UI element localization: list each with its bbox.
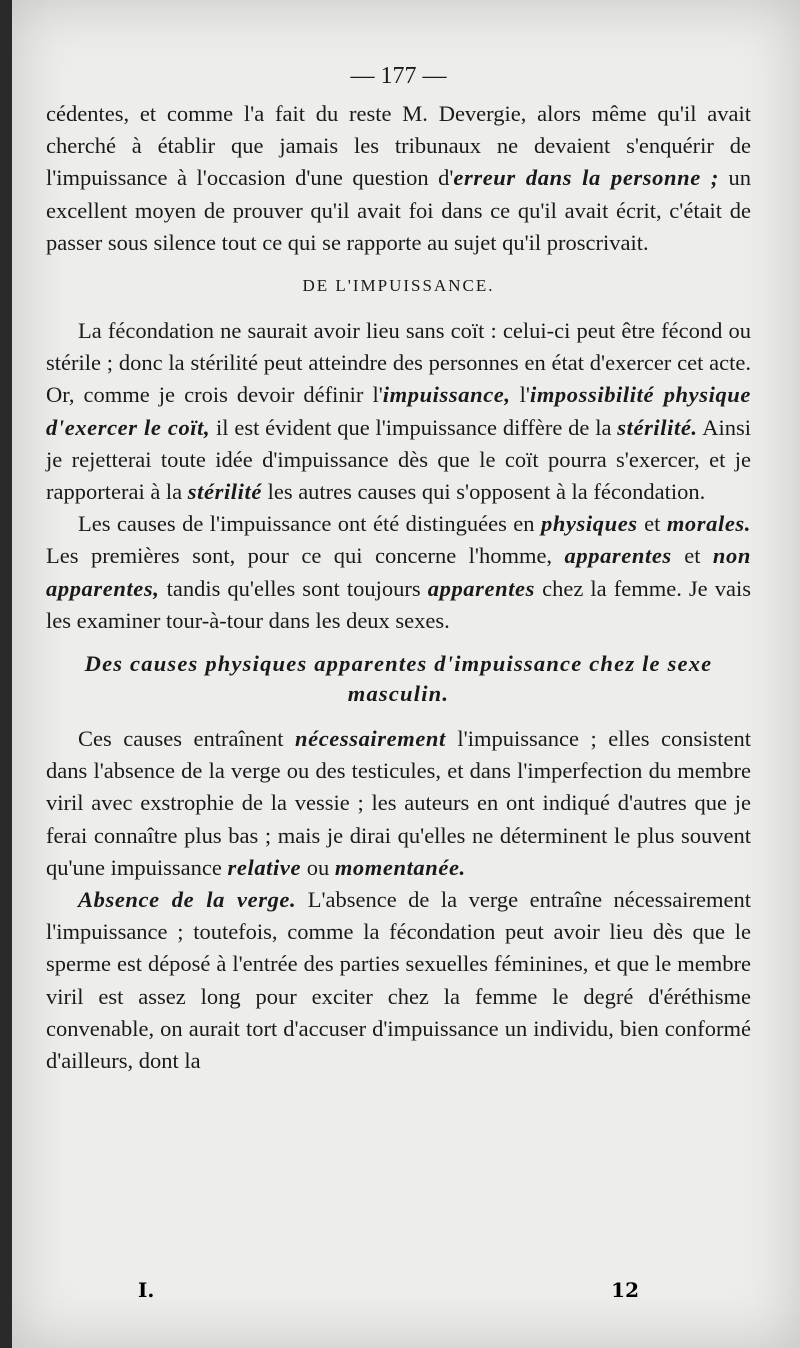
- italic-run: morales.: [666, 511, 751, 537]
- italic-run: relative: [227, 854, 302, 880]
- text-run: tandis qu'elles sont toujours: [159, 575, 428, 601]
- text-run: et: [637, 511, 667, 537]
- page-number: — 177 —: [350, 63, 447, 89]
- italic-run: Absence de la verge.: [78, 887, 297, 913]
- text-run: l': [510, 382, 530, 408]
- italic-run: apparentes: [427, 575, 535, 601]
- text-run: L'absence de la verge entraîne nécessairement l'impuissance ; toutefois, comme la fécondation peut avoir lieu dès que le sperme est déposé à l'entrée des parties sexuelles féminines, et que le membre viril est assez long pour exciter chez la femme le degré d'éréthisme convenable, on aurait tort d'accuser d'impuissance un individu, bien conformé d'ailleurs, dont la: [46, 887, 751, 1074]
- italic-run: apparentes: [564, 543, 672, 569]
- italic-run: non apparentes,: [46, 543, 751, 601]
- section-heading: DE L'IMPUISSANCE.: [302, 276, 495, 296]
- text-run: La fécondation ne saurait avoir lieu sans coït : celui-ci peut être fécond ou stérile ; donc la stérilité peut atteindre des personnes en état d'exercer cet acte. Or, comme je crois devoir définir l': [46, 318, 751, 408]
- page-body: [46, 56, 751, 1077]
- text-run: l'impuissance ; elles consistent dans l'absence de la verge ou des testicules, et dans l'imperfection du membre viril avec exstrophie de la vessie ; les auteurs en ont indiqué d'autres que je ferai connaître plus bas ; mais je dirai qu'elles ne déterminent le plus souvent qu'une impuissance: [46, 726, 751, 880]
- italic-run: impossibilité physique d'exercer le coït,: [46, 382, 752, 440]
- text-run: Les causes de l'impuissance ont été distinguées en: [78, 511, 541, 537]
- signature-mark: I.: [138, 1278, 155, 1302]
- page-footer: [46, 1278, 751, 1308]
- text-run: il est évident que l'impuissance diffère de la: [210, 414, 618, 440]
- paragraph-absence-verge: [46, 884, 751, 1077]
- text-run: les autres causes qui s'opposent à la fécondation.: [261, 479, 706, 505]
- paragraph-physical-causes: [46, 723, 751, 884]
- italic-run: stérilité: [187, 479, 262, 505]
- text-run: cédentes, et comme l'a fait du reste M. Devergie, alors même qu'il avait cherché à établir que jamais les tribunaux ne devaient s'enquérir de l'impuissance à l'occasion d'une question d': [46, 101, 751, 191]
- text-run: ou: [301, 854, 335, 880]
- gathering-number: 12: [611, 1278, 639, 1302]
- paragraph-definition: [46, 315, 751, 508]
- subsection-heading: Des causes physiques apparentes d'impuissance chez le sexe masculin.: [84, 651, 713, 707]
- italic-run: nécessairement: [295, 726, 446, 752]
- paragraph-causes: [46, 508, 751, 637]
- italic-run: physiques: [541, 511, 638, 537]
- italic-run: stérilité.: [617, 414, 698, 440]
- paragraph-continuation: [46, 98, 751, 259]
- italic-run: momentanée.: [334, 854, 466, 880]
- text-run: Ainsi je rejetterai toute idée d'impuissance dès que le coït pourra s'exercer, et je rapporterai à la: [46, 414, 751, 505]
- text-run: et: [671, 543, 713, 569]
- italic-run: erreur dans la personne ;: [453, 165, 719, 191]
- text-run: Les premières sont, pour ce qui concerne l'homme,: [46, 543, 565, 569]
- text-run: Ces causes entraînent: [78, 726, 295, 752]
- italic-run: impuissance,: [382, 382, 511, 408]
- text-run: un excellent moyen de prouver qu'il avait foi dans ce qu'il avait écrit, c'était de passer sous silence tout ce qui se rapporte au sujet qu'il proscrivait.: [46, 165, 751, 255]
- text-run: chez la femme. Je vais les examiner tour-à-tour dans les deux sexes.: [46, 575, 751, 633]
- book-page: [12, 0, 800, 1348]
